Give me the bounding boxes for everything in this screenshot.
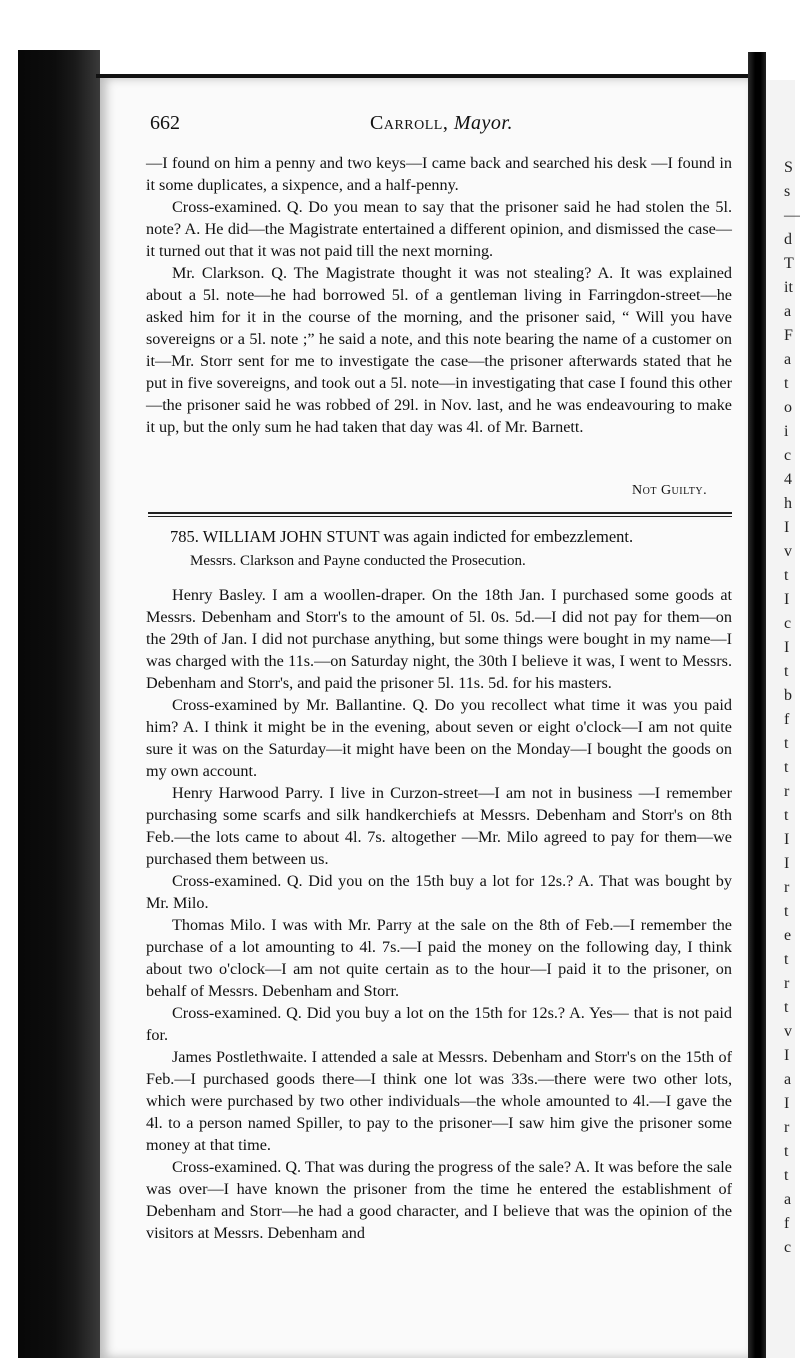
running-head-title: Mayor. <box>453 112 513 134</box>
facing-page-fragment: r <box>784 879 790 896</box>
paragraph: James Postlethwaite. I attended a sale at Messrs. Debenham and Storr's on the 15th of Feb.—I purchased goods there—I think one lot was 33s.—there were two other lots, which were purchased by two other individuals—the whole amounted to 4l.—I gave the 4l. to a person named Spiller, to pay to the prisoner—I saw him give the prisoner some money at that time. <box>146 1048 732 1154</box>
facing-page-edge <box>766 80 800 1358</box>
facing-page-fragment: T <box>784 255 794 272</box>
facing-page-fragment: t <box>784 759 789 776</box>
text-block-1 <box>146 152 732 438</box>
facing-page-fragment: S <box>784 159 793 176</box>
facing-page-fragment: t <box>784 951 789 968</box>
scan-margin <box>0 50 18 1358</box>
paragraph: Mr. Clarkson. Q. The Magistrate thought it was not stealing? A. It was explained about a 5l. note—he had borrowed 5l. of a gentleman living in Farringdon-street—he asked him for it in the course of the morning, and the prisoner said, “ Will you have sovereigns or a 5l. note ;” he said a note, and this note bearing the name of a customer on it—Mr. Storr sent for me to investigate the case—the prisoner afterwards stated that he put in five sovereigns, and took out a 5l. note—in investigating that case I found this other—the prisoner said he was robbed of 29l. in Nov. last, and he was endeavouring to make it up, but the only sum he had taken that day was 4l. of Mr. Barnett. <box>146 264 732 436</box>
facing-page-fragment: I <box>784 519 790 536</box>
paragraph: Cross-examined. Q. Did you buy a lot on the 15th for 12s.? A. Yes— that is not paid for. <box>146 1004 732 1044</box>
facing-page-fragment: 4 <box>784 471 792 488</box>
verdict: Not Guilty. <box>632 483 708 498</box>
paragraph: Cross-examined. Q. Do you mean to say that the prisoner said he had stolen the 5l. note? A. He did—the Magistrate entertained a different opinion, and dismissed the case—it turned out that it was not paid till the next morning. <box>146 198 732 260</box>
facing-page-fragment: o <box>784 399 792 416</box>
facing-page-fragment: t <box>784 1143 789 1160</box>
facing-page-fragment: t <box>784 807 789 824</box>
facing-page-fragment: I <box>784 831 790 848</box>
facing-page-fragment: F <box>784 327 793 344</box>
book-gutter <box>748 52 766 1358</box>
facing-page-fragment: c <box>784 615 792 632</box>
page-top-edge <box>96 74 766 78</box>
facing-page-fragment: b <box>784 687 792 704</box>
facing-page-fragment: I <box>784 639 790 656</box>
facing-page-fragment: t <box>784 735 789 752</box>
facing-page-fragment: v <box>784 543 792 560</box>
section-divider <box>148 512 732 514</box>
paragraph: Henry Harwood Parry. I live in Curzon-street—I am not in business —I remember purchasing some scarfs and silk handkerchiefs at Messrs. Debenham and Storr's on 8th Feb.—the lots came to about 4l. 7s. altogether —Mr. Milo agreed to pay for them—we purchased them between us. <box>146 784 732 868</box>
facing-page-fragment: f <box>784 1215 790 1232</box>
facing-page-fragment: — <box>784 207 800 224</box>
paragraph: Cross-examined. Q. That was during the progress of the sale? A. It was before the sale was over—I have known the prisoner from the time he entered the establishment of Debenham and Storr—he had a good character, and I believe that was the opinion of the visitors at Messrs. Debenham and <box>146 1158 732 1242</box>
facing-page-fragment: s <box>784 183 791 200</box>
facing-page-fragment: t <box>784 1167 789 1184</box>
facing-page-fragment: a <box>784 1071 792 1088</box>
facing-page-fragment: a <box>784 351 792 368</box>
section-divider <box>148 516 732 517</box>
running-head-name: Carroll, <box>370 112 449 134</box>
paragraph: Cross-examined by Mr. Ballantine. Q. Do you recollect what time it was you paid him? A. I think it might be in the evening, about seven or eight o'clock—I am not quite sure it was on the Saturday—it might have been on the Monday—I bought the goods on my own account. <box>146 696 732 780</box>
paragraph: Henry Basley. I am a woollen-draper. On the 18th Jan. I purchased some goods at Messrs. Debenham and Storr's to the amount of 5l. 0s. 5d.—I did not pay for them—on the 29th of Jan. I did not purchase anything, but some things were bought in my name—I was charged with the 11s.—on Saturday night, the 30th I believe it was, I went to Messrs. Debenham and Storr's, and paid the prisoner 5l. 11s. 5d. for his masters. <box>146 586 732 692</box>
facing-page-fragment: r <box>784 975 790 992</box>
facing-page-fragment: r <box>784 783 790 800</box>
facing-page-fragment: I <box>784 855 790 872</box>
facing-page-fragment: t <box>784 375 789 392</box>
paragraph: Thomas Milo. I was with Mr. Parry at the sale on the 8th of Feb.—I remember the purchase of a lot amounting to 4l. 7s.—I paid the money on the following day, I think about two o'clock—I am not quite certain as to the hour—I paid it to the prisoner, on behalf of Messrs. Debenham and Storr. <box>146 916 732 1000</box>
facing-page-fragment: e <box>784 927 792 944</box>
facing-page-fragment: i <box>784 423 789 440</box>
case-title: 785. WILLIAM JOHN STUNT was again indicted for embezzlement. <box>170 527 634 546</box>
text-block-2 <box>146 584 732 1244</box>
facing-page-fragment: r <box>784 1119 790 1136</box>
facing-page-fragment: a <box>784 1191 792 1208</box>
facing-page-fragment: t <box>784 903 789 920</box>
facing-page-fragment: I <box>784 1095 790 1112</box>
facing-page-fragment: f <box>784 711 790 728</box>
facing-page-fragment: it <box>784 279 793 296</box>
facing-page-fragment: t <box>784 999 789 1016</box>
facing-page-fragment: v <box>784 1023 792 1040</box>
case-subtitle: Messrs. Clarkson and Payne conducted the Prosecution. <box>190 553 526 569</box>
facing-page-fragment: c <box>784 447 792 464</box>
facing-page-fragment: d <box>784 231 792 248</box>
facing-page-fragment: I <box>784 1047 790 1064</box>
page-number: 662 <box>150 112 180 134</box>
facing-page-fragment: c <box>784 1239 792 1256</box>
paragraph: Cross-examined. Q. Did you on the 15th buy a lot for 12s.? A. That was bought by Mr. Milo. <box>146 872 732 912</box>
facing-page-fragment: h <box>784 495 792 512</box>
facing-page-fragment: a <box>784 303 792 320</box>
facing-page-fragment: I <box>784 591 790 608</box>
page-header <box>150 112 740 142</box>
facing-page-fragment: t <box>784 567 789 584</box>
paragraph: —I found on him a penny and two keys—I came back and searched his desk —I found in it some duplicates, a sixpence, and a half-penny. <box>146 154 732 194</box>
facing-page-fragment: t <box>784 663 789 680</box>
running-head <box>370 112 513 135</box>
